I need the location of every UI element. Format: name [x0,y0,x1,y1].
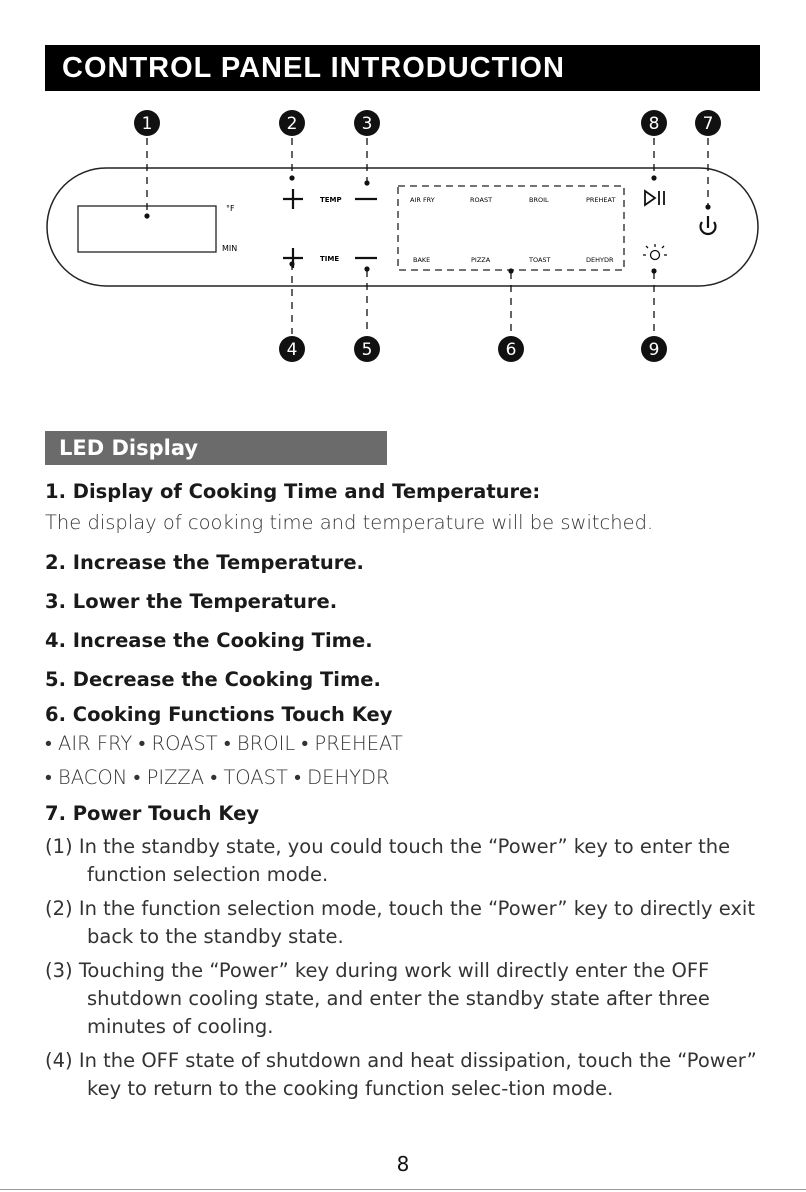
section-title: LED Display [45,431,387,465]
function-label-toast: TOAST [529,256,551,264]
temp-label: TEMP [320,196,342,204]
function-label-dehydr: DEHYDR [586,256,614,264]
heading-5: 5. Decrease the Cooking Time. [45,668,381,691]
control-panel-diagram [0,100,806,380]
function-label-pizza: PIZZA [471,256,491,264]
marker-1: 1 [141,114,153,134]
list-item: (3) Touching the “Power” key during work will directly enter the OFF shutdown cooling state, and enter the standby state after three minutes of cooling. [45,959,710,1038]
function-list-1: • AIR FRY • ROAST • BROIL • PREHEAT [45,732,403,755]
heading-6: 6. Cooking Functions Touch Key [45,703,393,726]
heading-2: 2. Increase the Temperature. [45,551,364,574]
marker-9: 9 [648,340,660,360]
marker-4: 4 [286,340,298,360]
marker-2: 2 [286,114,298,134]
function-label-roast: ROAST [470,196,493,204]
marker-3: 3 [361,114,373,134]
light-icon [643,244,667,260]
marker-7: 7 [702,114,714,134]
instructions [45,480,765,1103]
heading-7: 7. Power Touch Key [45,802,260,825]
paragraph-1: The display of cooking time and temperature will be switched. [45,511,654,534]
time-label: TIME [320,255,340,263]
page-banner-title: CONTROL PANEL INTRODUCTION [45,45,760,91]
min-label: MIN [222,244,238,253]
bottom-divider [0,1189,806,1190]
temp-plus-icon [283,189,303,209]
power-icon [701,216,716,234]
marker-5: 5 [361,340,373,360]
function-label-broil: BROIL [529,196,549,204]
list-item: (4) In the OFF state of shutdown and heat dissipation, touch the “Power” key to return to the cooking function selec-tion mode. [45,1049,757,1100]
list-item: (2) In the function selection mode, touch the “Power” key to directly exit back to the standby state. [45,897,755,948]
list-item: (1) In the standby state, you could touch the “Power” key to enter the function selection mode. [45,835,731,886]
function-label-air-fry: AIR FRY [410,196,435,204]
heading-1: 1. Display of Cooking Time and Temperature: [45,480,541,503]
play-pause-icon [645,191,664,205]
function-label-bake: BAKE [413,256,431,264]
page-number: 8 [396,1152,410,1176]
marker-6: 6 [505,340,517,360]
function-list-2: • BACON • PIZZA • TOAST • DEHYDR [45,766,390,789]
marker-8: 8 [648,114,660,134]
functions-labels [410,196,615,264]
display-window [78,206,216,252]
function-label-preheat: PREHEAT [586,196,616,204]
unit-label: °F [226,204,235,213]
heading-3: 3. Lower the Temperature. [45,590,338,613]
heading-4: 4. Increase the Cooking Time. [45,629,373,652]
